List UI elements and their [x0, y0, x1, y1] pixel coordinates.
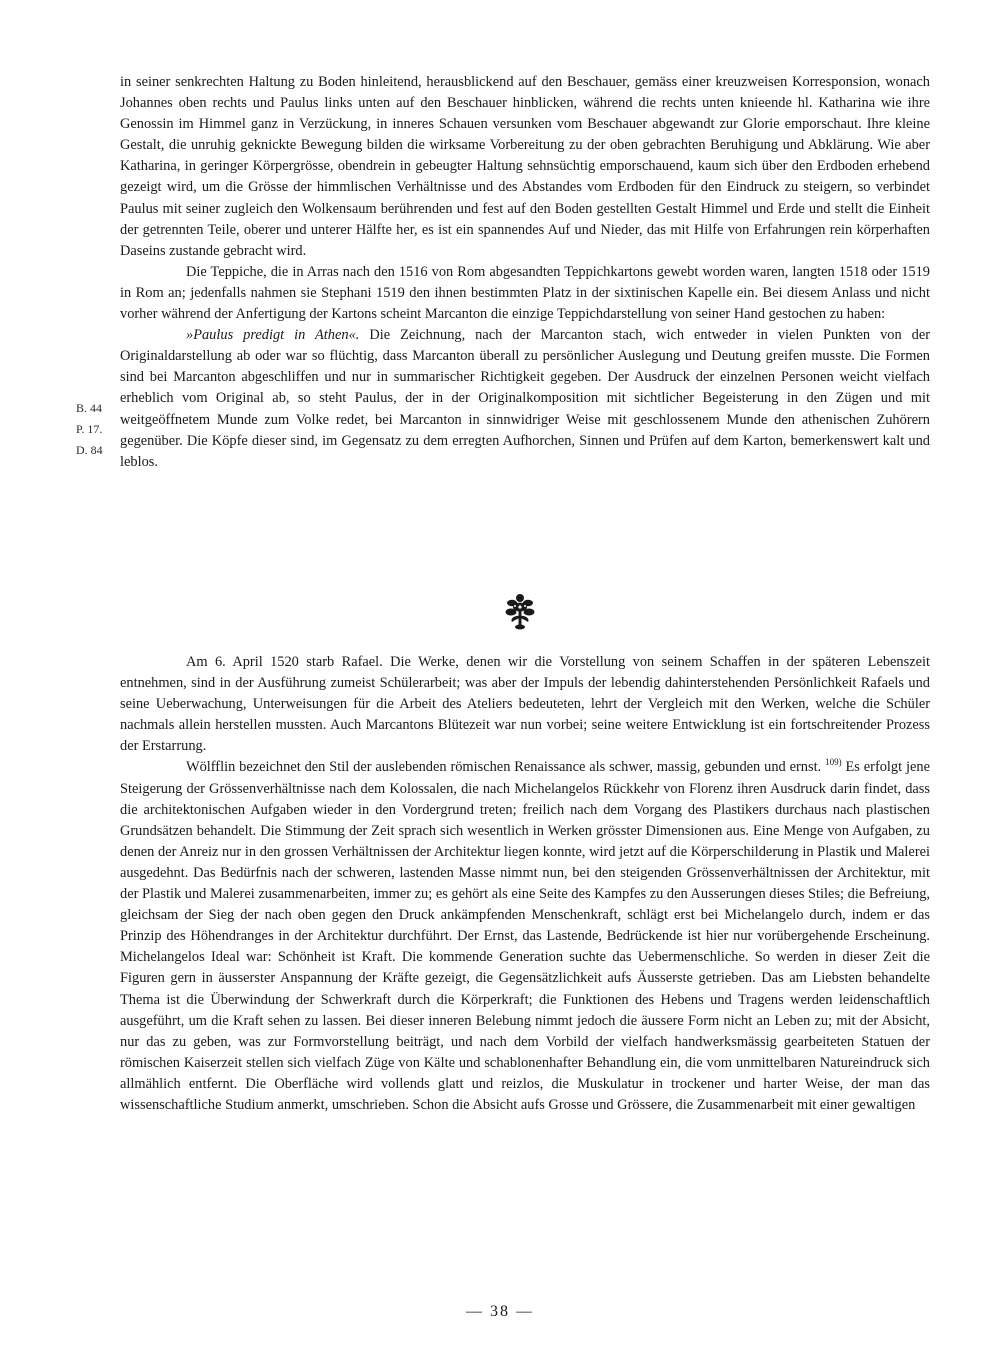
paragraph-woelfflin-text-a: Wölfflin bezeichnet den Stil der auslebenden römischen Renaissance als schwer, massig, gebunden und ernst. [186, 759, 826, 776]
paragraph-tapestries: Die Teppiche, die in Arras nach den 1516 von Rom abgesandten Teppichkartons gewebt worden waren, langten 1518 oder 1519 in Rom an; jedenfalls nahmen sie Stephani 1519 den ihnen bestimmten Platz in der sixtinischen Kapelle ein. Bei diesem Anlass und nicht vorher während der Anfertigung der Kartons scheint Marcanton die einzige Teppichdarstellung von seiner Hand gestochen zu haben: [120, 263, 930, 323]
margin-references [76, 398, 116, 461]
paragraph-rafael-death: Am 6. April 1520 starb Rafael. Die Werke, denen wir die Vorstellung von seinem Schaffen in der späteren Lebenszeit entnehmen, sind in der Ausführung zumeist Schülerarbeit; was aber der Impuls der lebendig dahinterstehenden Persönlichkeit Rafaels und seine Ueberwachung, Unterweisungen für die Arbeit des Ateliers bedeuteten, lehrt der Vergleich mit den Werken, welche die Schüler nachmals allein herstellen mussten. Auch Marcantons Blütezeit war nun vorbei; seine weitere Entwicklung ist ein fortschreitender Prozess der Erstarrung. [120, 654, 930, 755]
page-number: — 38 — [466, 1303, 534, 1320]
text-block-bottom [120, 652, 930, 1116]
paragraph-woelfflin-text-b: Es erfolgt jene Steigerung der Grössenverhältnisse nach dem Kolossalen, die nach Michelangelos Rückkehr von Florenz ihren Ausdruck darin findet, dass die architektonischen Aufgaben wieder in den Vordergrund treten; freilich nach dem Vorgang des Plastikers durchaus nach plastischen Grundsätzen behandelt. Die Stimmung der Zeit sprach sich wesentlich in Werken grösster Dimensionen aus. Eine Menge von Aufgaben, zu denen der Anreiz nur in den grossen Verhältnissen der Architektur liegen konnte, wird jetzt auf die Körperschilderung in Plastik und Malerei ausgedehnt. Das Bedürfnis nach der schweren, lastenden Masse nimmt nun, bei den steigenden Grössenverhältnissen der Architektur, mit der Plastik und Malerei zusammenarbeiten, immer zu; es gehört als eine Seite des Kampfes zu den Ausserungen dieses Stiles; die Befreiung, gleichsam der Sieg der nach oben gegen den Druck ankämpfenden Menschenkraft, schlägt erst bei Michelangelo durch, indem er das Prinzip des Höhendranges in der Architektur durchführt. Der Ernst, das Lastende, Bedrückende ist hier nur vorübergehende Erscheinung. Michelangelos Ideal war: Schönheit ist Kraft. Die kommende Generation suchte das Uebermenschliche. So werden in dieser Zeit die Figuren gern in äusserster Anspannung der Kräfte gezeigt, die Gegensätzlichkeit aufs Äusserste getrieben. Das am Liebsten behandelte Thema ist die Überwindung der Schwerkraft durch die Körperkraft; die Funktionen des Hebens und Tragens werden leidenschaftlich ausgeführt, um die Kraft sehen zu lassen. Bei dieser inneren Belebung nimmt jedoch die äussere Form nicht an Leben zu; mit der Absicht, nur das zu geben, was zur Formvorstellung beiträgt, und nach dem Vorbild der vielfach handwerksmässig gearbeiteten Statuen der römischen Kaiserzeit stellen sich vielfach Züge von Kälte und schablonenhafter Behandlung ein, die vom unmittelbaren Natureindruck sich allmählich entfernt. Die Oberfläche wird vollends glatt und reizlos, die Muskulatur in trockener und harter Weise, der man das wissenschaftliche Studium anmerkt, umschrieben. Schon die Absicht aufs Grosse und Grössere, die Zusammenarbeit mit einer gewaltigen [120, 759, 930, 1113]
paragraph-woelfflin [120, 757, 930, 1116]
paragraph-paulus-text: Die Zeichnung, nach der Marcanton stach, wich entweder in vielen Punkten von der Originaldarstellung ab oder war so flüchtig, dass Marcanton überall zu persönlicher Auslegung und Deutung greifen musste. Die Formen sind bei Marcanton abgeschliffen und nur in summarischer Richtigkeit gegeben. Der Ausdruck der einzelnen Personen weicht vielfach erheblich vom Original ab, so steht Paulus, der in der Originalkomposition mit sichtlicher Begeisterung in den Zügen und mit weitgeöffnetem Munde zum Volke redet, bei Marcanton in sinnwidriger Weise mit geschlossenem Munde den athenischen Zuhörern gegenüber. Die Köpfe dieser sind, im Gegensatz zu dem erregten Aufhorchen, Sinnen und Prüfen auf dem Karton, bemerkenswert kalt und leblos. [120, 327, 931, 470]
margin-note-delaborde: D. 84 [76, 443, 103, 458]
footnote-marker: 109) [825, 757, 842, 768]
paragraph-paulus [120, 325, 930, 473]
margin-note-passavant: P. 17. [76, 422, 103, 437]
text-block-top [120, 72, 930, 473]
paragraph-continuation: in seiner senkrechten Haltung zu Boden hinleitend, herausblickend auf den Beschauer, gemäss einer kreuzweisen Korresponsion, wonach Johannes oben rechts und Paulus links unten auf den Beschauer hinblicken, während die rechts unten knieende hl. Katharina wie ihre Genossin im Himmel ganz in Verzückung, in inneres Schauen versunken vom Beschauer abgewandt zur Glorie emporschaut. Ihre kleine Gestalt, die unruhig geknickte Bewegung bilden die wirksame Vorbereitung zu der oben gebrachten Beruhigung und Abklärung. Wie aber Katharina, in geringer Körpergrösse, obendrein in gebeugter Haltung sehnsüchtig emporschauend, kaum sich über den Erdboden erhebend gezeigt wird, um die Grösse der himmlischen Verhältnisse und des Abstandes vom Erdboden für den Eindruck zu steigern, so verbindet Paulus mit seiner zugleich den Wolkensaum berührenden und fest auf den Boden gestellten Gestalt Himmel und Erde und stellt die Einheit der getrennten Teile, oberer und unterer Hälfte her, es ist ein spannendes Auf und Nieder, das mit Hilfe von Erfahrungen rein körperhaften Daseins zustande gebracht wird. [120, 74, 930, 259]
engraving-title: »Paulus predigt in Athen«. [186, 327, 360, 344]
margin-note-bartsch: B. 44 [76, 401, 103, 415]
fleuron-ornament-icon [503, 592, 537, 632]
